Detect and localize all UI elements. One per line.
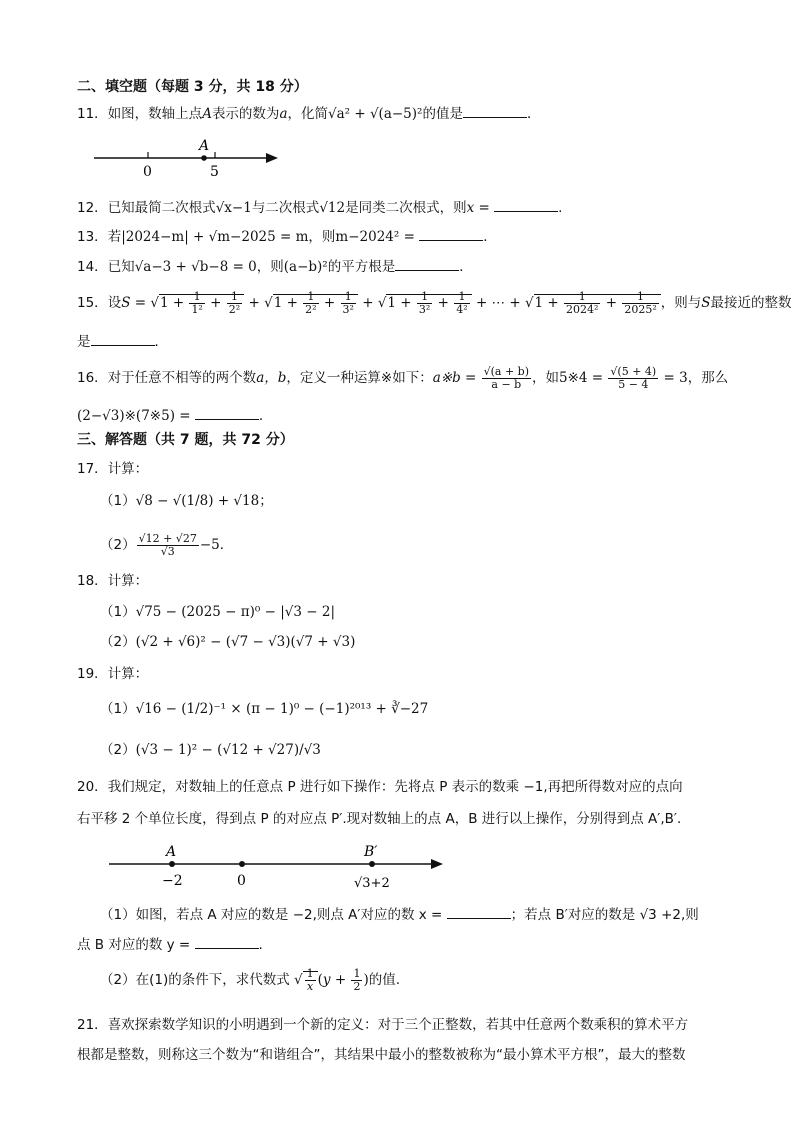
q15-text-2: ，则与 bbox=[660, 295, 702, 311]
q19-part-1 bbox=[100, 699, 428, 719]
q21-text-line-1: 喜欢探索数学知识的小明遇到一个新的定义：对于三个正整数，若其中任意两个数乘积的算术平方 bbox=[107, 1017, 689, 1033]
q11-var: a bbox=[279, 106, 288, 122]
q13-text-2: ，则 bbox=[308, 229, 336, 245]
q19-p2-label: （2） bbox=[100, 742, 136, 758]
q16-definition: a※b = bbox=[432, 370, 477, 386]
q16-text-4: ，那么 bbox=[687, 370, 729, 386]
q13-expression-2: m−2024² = bbox=[335, 229, 415, 245]
q17-p1-expression: √8 − √(1/8) + √18； bbox=[135, 493, 273, 509]
q20-part-2 bbox=[100, 963, 400, 997]
q14-expression-2: (a−b)² bbox=[283, 259, 328, 275]
q19-p1-label: （1） bbox=[100, 701, 136, 717]
q14-text-3: 的平方根是 bbox=[327, 259, 396, 275]
q13-expression: |2024−m| + √m−2025 = m bbox=[121, 229, 309, 245]
q17-p1-label: （1） bbox=[100, 493, 136, 509]
q16-answer-blank[interactable] bbox=[195, 405, 259, 420]
question-15 bbox=[77, 286, 792, 320]
q18-p2-expression: (√2 + √6)² − (√7 − √3)(√7 + √3) bbox=[135, 634, 356, 650]
q13-answer-blank[interactable] bbox=[419, 226, 483, 241]
q19-part-2 bbox=[100, 740, 321, 760]
q13-end: ． bbox=[483, 229, 497, 245]
q15-text: 设 bbox=[107, 295, 122, 311]
q16-expression: (2−√3)※(7※5) = bbox=[77, 408, 191, 424]
q12-text-2: 与二次根式 bbox=[251, 200, 320, 216]
q20-point-a-dot bbox=[169, 861, 175, 867]
q15-s: S = bbox=[121, 295, 147, 311]
q12-radical-1: √x−1 bbox=[215, 200, 252, 216]
q11-point-a-dot bbox=[201, 155, 207, 161]
q16-end: ． bbox=[258, 408, 273, 424]
section-2-title: 二、填空题（每题 3 分，共 18 分） bbox=[77, 79, 308, 95]
q11-answer-blank[interactable] bbox=[463, 103, 527, 118]
q20-p1-text-3: 点 B 对应的数 y = bbox=[77, 937, 191, 953]
q17-part-2 bbox=[100, 528, 233, 562]
q16-text: 对于任意不相等的两个数 bbox=[107, 370, 257, 386]
q21-text-line-2: 根都是整数，则称这三个数为“和谐组合”，其结果中最小的整数被称为“最小算术平方根”，最大的整数 bbox=[77, 1047, 686, 1063]
question-19 bbox=[77, 664, 148, 684]
q11-text-3: ，化简 bbox=[287, 106, 328, 122]
q20-label-a-val: −2 bbox=[162, 873, 183, 889]
q11-point: A bbox=[202, 106, 212, 122]
q11-tick-0: 0 bbox=[143, 164, 152, 180]
q12-var: x = bbox=[466, 200, 490, 216]
q16-example-result: = 3 bbox=[663, 370, 688, 386]
q18-part-1 bbox=[100, 602, 335, 622]
q18-number: 18． bbox=[77, 573, 108, 589]
q15-answer-blank[interactable] bbox=[91, 331, 155, 346]
q12-radical-2: √12 bbox=[319, 200, 346, 216]
question-15-line-2 bbox=[77, 331, 168, 352]
q11-end: ． bbox=[526, 106, 541, 122]
q20-p1-text-2: ；若点 B′对应的数是 √3 +2,则 bbox=[510, 907, 699, 923]
q20-text-line-1: 我们规定，对数轴上的任意点 P 进行如下操作：先将点 P 表示的数乘 −1,再把所得数对应的点向 bbox=[107, 779, 683, 795]
q21-number: 21． bbox=[77, 1017, 108, 1033]
q20-label-a: A bbox=[166, 844, 177, 860]
q11-text-4: 的值是 bbox=[422, 106, 463, 122]
q11-expression: √a² + √(a−5)² bbox=[328, 106, 423, 122]
q20-x-blank[interactable] bbox=[447, 904, 511, 919]
q18-p1-label: （1） bbox=[100, 604, 136, 620]
q20-label-b: B′ bbox=[364, 844, 378, 860]
q11-number-line bbox=[90, 134, 290, 180]
q20-text-line-2: 右平移 2 个单位长度，得到点 P 的对应点 P′.现对数轴上的点 A，B 进行以上操作，分别得到点 A′,B′. bbox=[77, 811, 682, 827]
q14-answer-blank[interactable] bbox=[395, 256, 459, 271]
q11-point-label: A bbox=[199, 138, 210, 154]
q15-number: 15． bbox=[77, 295, 108, 311]
q19-text: 计算： bbox=[107, 666, 149, 682]
question-16-line-2 bbox=[77, 405, 272, 426]
q19-p2-expression: (√3 − 1)² − (√12 + √27)/√3 bbox=[135, 742, 321, 758]
q19-p1-expression: √16 − (1/2)⁻¹ × (π − 1)⁰ − (−1)²⁰¹³ + ∛−27 bbox=[135, 701, 429, 717]
q12-number: 12． bbox=[77, 200, 108, 216]
q12-text: 已知最简二次根式 bbox=[107, 200, 216, 216]
question-17 bbox=[77, 459, 148, 479]
q16-text-3: ，如 bbox=[532, 370, 560, 386]
q20-part-1 bbox=[100, 904, 699, 925]
q20-y-blank[interactable] bbox=[195, 934, 259, 949]
q20-number: 20． bbox=[77, 779, 108, 795]
q20-part-1-line-2 bbox=[77, 934, 263, 955]
q14-end: ． bbox=[459, 259, 473, 275]
q12-end: . bbox=[558, 200, 563, 216]
q16-number: 16． bbox=[77, 370, 108, 386]
q20-point-b-dot bbox=[369, 861, 375, 867]
question-11 bbox=[77, 103, 540, 124]
q20-label-b-val: √3+2 bbox=[354, 876, 390, 891]
q11-text: 如图，数轴上点 bbox=[107, 106, 203, 122]
q19-number: 19． bbox=[77, 666, 108, 682]
q15-text-4: 是 bbox=[77, 334, 91, 350]
q11-text-2: 表示的数为 bbox=[211, 106, 280, 122]
q20-p2-end: 的值. bbox=[368, 972, 401, 988]
q13-text: 若 bbox=[107, 229, 122, 245]
q16-example: 5※4 = bbox=[559, 370, 604, 386]
q16-example-fraction: $\frac{√(5 + 4)}{5 - 4}$ bbox=[610, 364, 657, 391]
question-21 bbox=[77, 1015, 688, 1035]
q12-answer-blank[interactable] bbox=[494, 197, 558, 212]
q17-text: 计算： bbox=[107, 461, 149, 477]
q20-p2-text: （2）在(1)的条件下，求代数式 bbox=[100, 972, 290, 988]
q14-text-2: ，则 bbox=[256, 259, 284, 275]
q17-p2-fraction: $\frac{√12 + √27}{√3}$ bbox=[138, 531, 197, 558]
q13-number: 13． bbox=[77, 229, 108, 245]
section-3-title: 三、解答题（共 7 题，共 72 分） bbox=[77, 432, 294, 448]
q14-text: 已知 bbox=[107, 259, 135, 275]
q17-part-1 bbox=[100, 491, 273, 511]
q20-number-line bbox=[105, 838, 450, 898]
q18-part-2 bbox=[100, 632, 355, 652]
q20-label-zero: 0 bbox=[237, 873, 246, 889]
q18-p2-label: （2） bbox=[100, 634, 136, 650]
question-13 bbox=[77, 226, 497, 247]
q14-expression: √a−3 + √b−8 = 0 bbox=[134, 259, 257, 275]
q15-text-3: 最接近的整数 bbox=[710, 295, 792, 311]
question-21-line-2 bbox=[77, 1045, 685, 1065]
question-18 bbox=[77, 571, 148, 591]
q16-def-fraction: $\frac{√(a + b)}{a - b}$ bbox=[483, 364, 530, 391]
question-20-line-2 bbox=[77, 809, 681, 829]
q15-series: √1 + $\frac{1}{\text{1²}}$ + $\frac{1}{\text{2²}}$ + √1 + $\frac{1}{\text{2²}}$ + $\frac{1}{\text{3²}}$ + √1 + $\frac{1}{\text{3²}}$ + $\frac{1}{\text{4²}}$ + ⋯ + √1 + $\frac{1}{\text{2024²}}$ + $\frac{1}{\text{2025²}}$ bbox=[150, 294, 660, 311]
q12-text-3: 是同类二次根式，则 bbox=[345, 200, 467, 216]
q18-text: 计算： bbox=[107, 573, 149, 589]
q15-s-2: S bbox=[701, 295, 711, 311]
q17-p2-label: （2） bbox=[100, 537, 136, 553]
q18-p1-expression: √75 − (2025 − π)⁰ − |√3 − 2| bbox=[135, 604, 336, 620]
q15-end: ． bbox=[154, 334, 168, 350]
question-20 bbox=[77, 777, 683, 797]
q16-vars: a，b bbox=[256, 370, 287, 386]
question-12 bbox=[77, 197, 562, 218]
q20-p2-expression: √ $\frac{1}{x}$ (y + $\frac{1}{2}$ ) bbox=[294, 967, 369, 993]
q17-p2-tail: −5． bbox=[199, 537, 234, 553]
question-16 bbox=[77, 361, 728, 395]
q11-tick-5: 5 bbox=[210, 164, 219, 180]
q14-number: 14． bbox=[77, 259, 108, 275]
q17-number: 17． bbox=[77, 461, 108, 477]
q20-p1-text: （1）如图，若点 A 对应的数是 −2,则点 A′对应的数 x = bbox=[100, 907, 443, 923]
q20-zero-dot bbox=[239, 861, 245, 867]
q11-number: 11． bbox=[77, 106, 108, 122]
q16-text-2: ，定义一种运算※如下： bbox=[286, 370, 433, 386]
q20-p1-end: . bbox=[258, 937, 263, 953]
question-14 bbox=[77, 256, 473, 277]
